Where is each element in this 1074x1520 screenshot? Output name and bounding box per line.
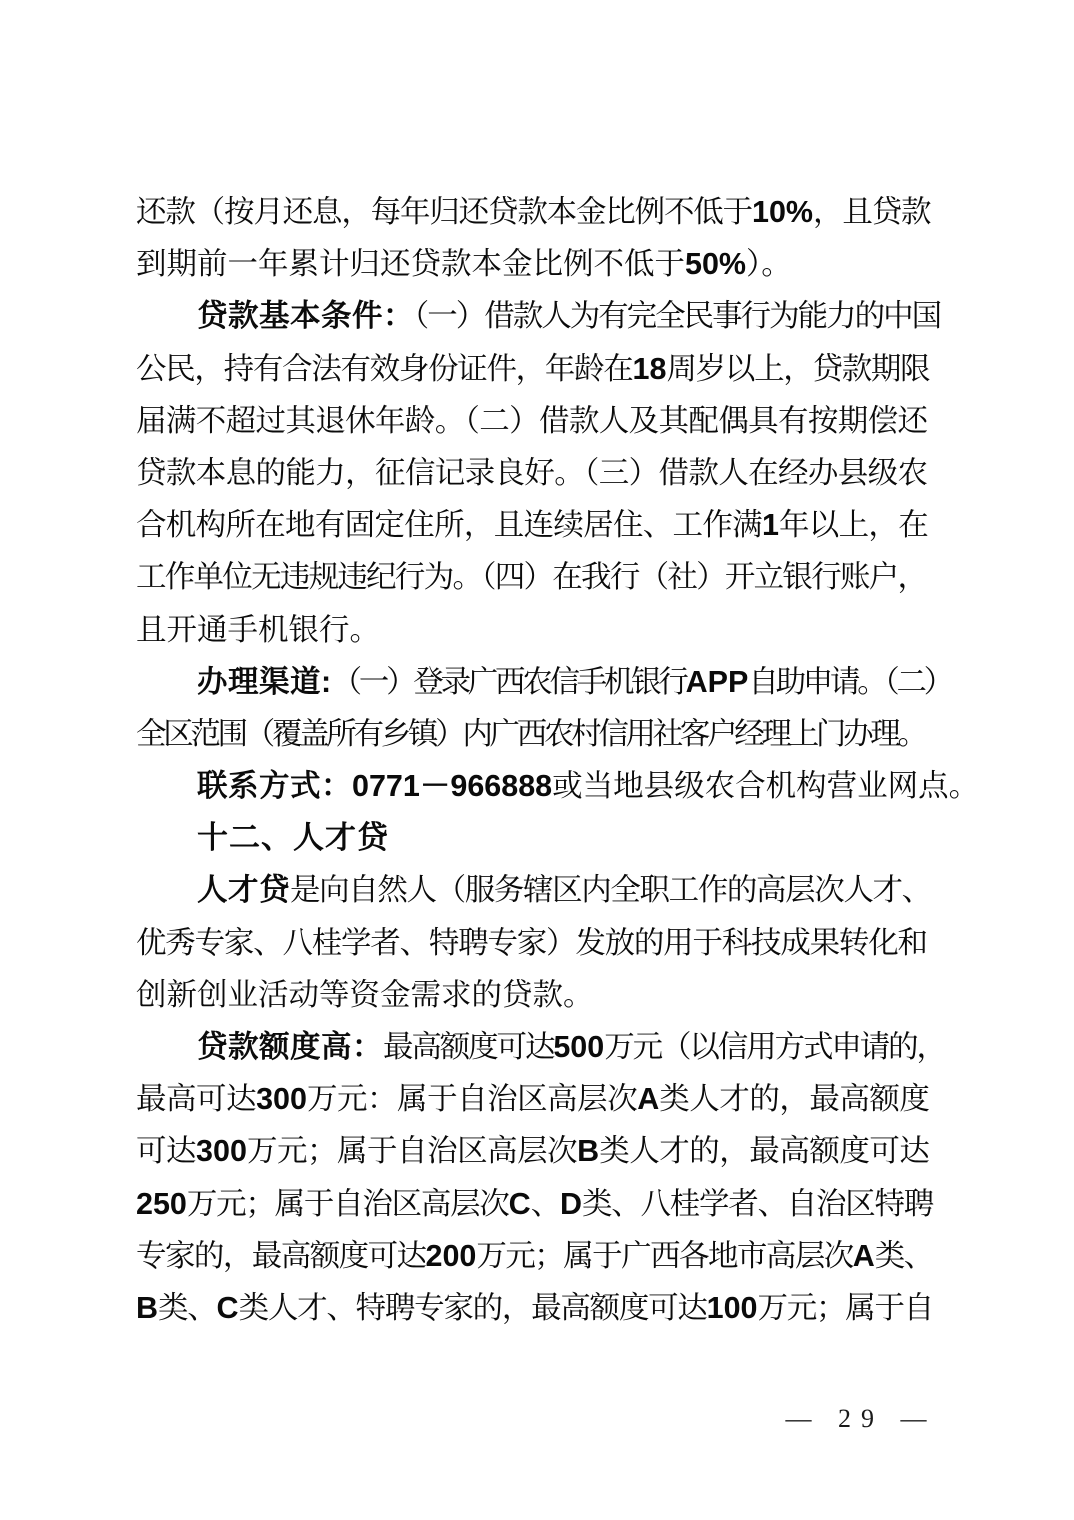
numeric-text: 200 (425, 1238, 477, 1273)
numeric-text: 10% (751, 195, 814, 229)
numeric-text: 50% (685, 247, 747, 282)
text-line (136, 760, 980, 812)
numeric-text: 1 (762, 508, 779, 543)
text-line (136, 656, 951, 708)
line-text (136, 1073, 929, 1125)
text-line (136, 343, 928, 395)
line-text (136, 186, 930, 238)
body-text: 全区范围（覆盖所有乡镇）内广西农村信用社客户经理上门办理。 (136, 716, 925, 751)
numeric-text: 0771－966888 (352, 769, 553, 804)
text-line (136, 604, 928, 656)
body-text: （一）借款人为有完全民事行为能力的中国 (414, 299, 941, 334)
text-line (136, 551, 928, 603)
numeric-text: D (559, 1186, 582, 1221)
numeric-text: C (508, 1186, 531, 1221)
inline-heading: 贷款额度高： (197, 1030, 383, 1064)
body-text: 最高额度可达 (383, 1030, 554, 1064)
numeric-text: 100 (706, 1290, 758, 1325)
section-heading: 十二、人才贷 (197, 820, 389, 856)
body-text: 或当地县级农合机构营业网点。 (552, 769, 980, 804)
text-line (136, 969, 928, 1021)
numeric-text: 250 (136, 1186, 187, 1221)
line-text (136, 447, 927, 499)
body-text: 贷款本息的能力，征信记录良好。（三）借款人在经办县级农 (136, 455, 928, 490)
text-line (136, 1282, 934, 1334)
body-text: （一）登录广西农信手机银行 (331, 664, 686, 699)
numeric-text: A (637, 1082, 660, 1117)
body-text: 是向自然人（服务辖区内全职工作的高层次人才、 (290, 873, 931, 908)
body-text: 万元；属于自 (757, 1290, 934, 1325)
body-text: 合机构所在地有固定住所，且连续居住、工作满 (136, 508, 762, 543)
body-text: 万元；属于自治区高层次 (246, 1134, 578, 1169)
text-line (136, 708, 928, 760)
numeric-text: 18 (632, 351, 667, 386)
line-text (136, 1282, 933, 1334)
body-text: 届满不超过其退休年龄。（二）借款人及其配偶具有按期偿还 (136, 403, 928, 438)
line-text (136, 708, 925, 760)
numeric-text: B (136, 1290, 159, 1325)
text-line (136, 290, 941, 342)
numeric-text: A (852, 1238, 875, 1273)
body-text: 到期前一年累计归还贷款本金比例不低于 (136, 247, 685, 282)
line-text (136, 917, 927, 969)
text-line (136, 395, 928, 447)
body-text: ，且贷款 (813, 195, 931, 229)
body-text: 万元；属于自治区高层次 (186, 1186, 509, 1221)
body-text: 创新创业活动等资金需求的贷款。 (136, 977, 594, 1012)
body-text: 年以上，在 (778, 508, 929, 543)
text-line (136, 1021, 945, 1073)
numeric-text: 500 (553, 1030, 605, 1064)
line-text (197, 1021, 945, 1073)
body-text: 专家的，最高额度可达 (136, 1238, 426, 1273)
text-line (136, 186, 931, 238)
body-text: 万元（以信用方式申请的， (604, 1030, 945, 1064)
text-line (136, 864, 931, 916)
body-text: 类人才、特聘专家的，最高额度可达 (238, 1290, 707, 1325)
body-text: 类、 (874, 1238, 933, 1273)
numeric-text: 300 (196, 1134, 247, 1169)
line-text (136, 499, 928, 551)
line-text (136, 1178, 933, 1230)
body-text: 还款（按月还息，每年归还贷款本金比例不低于 (136, 195, 752, 229)
text-line (136, 1125, 928, 1177)
body-text: 周岁以上，贷款期限 (666, 351, 930, 386)
text-line (136, 499, 928, 551)
page-footer (0, 1404, 1074, 1434)
body-text: 最高可达 (136, 1082, 257, 1117)
body-text: 且开通手机银行。 (136, 612, 380, 647)
body-text: 可达 (136, 1134, 197, 1169)
line-text (136, 1125, 929, 1177)
inline-heading: 联系方式： (197, 769, 352, 804)
line-text (197, 290, 940, 342)
line-text (136, 395, 927, 447)
text-line (136, 238, 928, 290)
numeric-text: APP (685, 664, 749, 699)
text-line (136, 447, 928, 499)
line-text (136, 969, 594, 1021)
line-text (197, 760, 979, 812)
numeric-text: C (216, 1290, 239, 1325)
body-text: 类、 (158, 1290, 217, 1325)
text-line (136, 1073, 928, 1125)
body-text: 、 (530, 1186, 560, 1221)
line-text (136, 343, 929, 395)
body-text: 工作单位无违规违纪行为。（四）在我行（社）开立银行账户， (136, 560, 927, 595)
body-text: 类人才的，最高额度 (659, 1082, 930, 1117)
numeric-text: B (577, 1134, 600, 1169)
text-line (136, 1230, 933, 1282)
line-text (136, 238, 792, 290)
body-text: 万元：属于自治区高层次 (306, 1082, 638, 1117)
definition-paragraph (136, 864, 931, 1021)
line-text (136, 1230, 933, 1282)
numeric-text: 300 (256, 1082, 307, 1117)
body-text: 万元；属于广西各地市高层次 (476, 1238, 853, 1273)
body-text: 类、八桂学者、自治区特聘 (582, 1186, 934, 1221)
body-text: 优秀专家、八桂学者、特聘专家）发放的用于科技成果转化和 (136, 925, 927, 960)
body-text: 自助申请。（二） (748, 664, 951, 699)
inline-heading: 贷款基本条件： (197, 299, 414, 334)
inline-heading: 办理渠道: (197, 664, 332, 699)
body-text: ）。 (746, 247, 792, 282)
inline-heading: 人才贷 (197, 873, 290, 908)
text-line (136, 917, 928, 969)
page-content (136, 186, 980, 1334)
body-text: 公民，持有合法有效身份证件，年龄在 (136, 351, 633, 386)
line-text (197, 656, 951, 708)
text-line (136, 1178, 934, 1230)
body-paragraph-block (136, 186, 980, 812)
body-text: 类人才的，最高额度可达 (599, 1134, 930, 1169)
loan-amount-paragraph (136, 1021, 945, 1334)
line-text (136, 551, 926, 603)
line-text (197, 864, 931, 916)
page-number: — 29 — (785, 1404, 937, 1433)
line-text (136, 604, 380, 656)
